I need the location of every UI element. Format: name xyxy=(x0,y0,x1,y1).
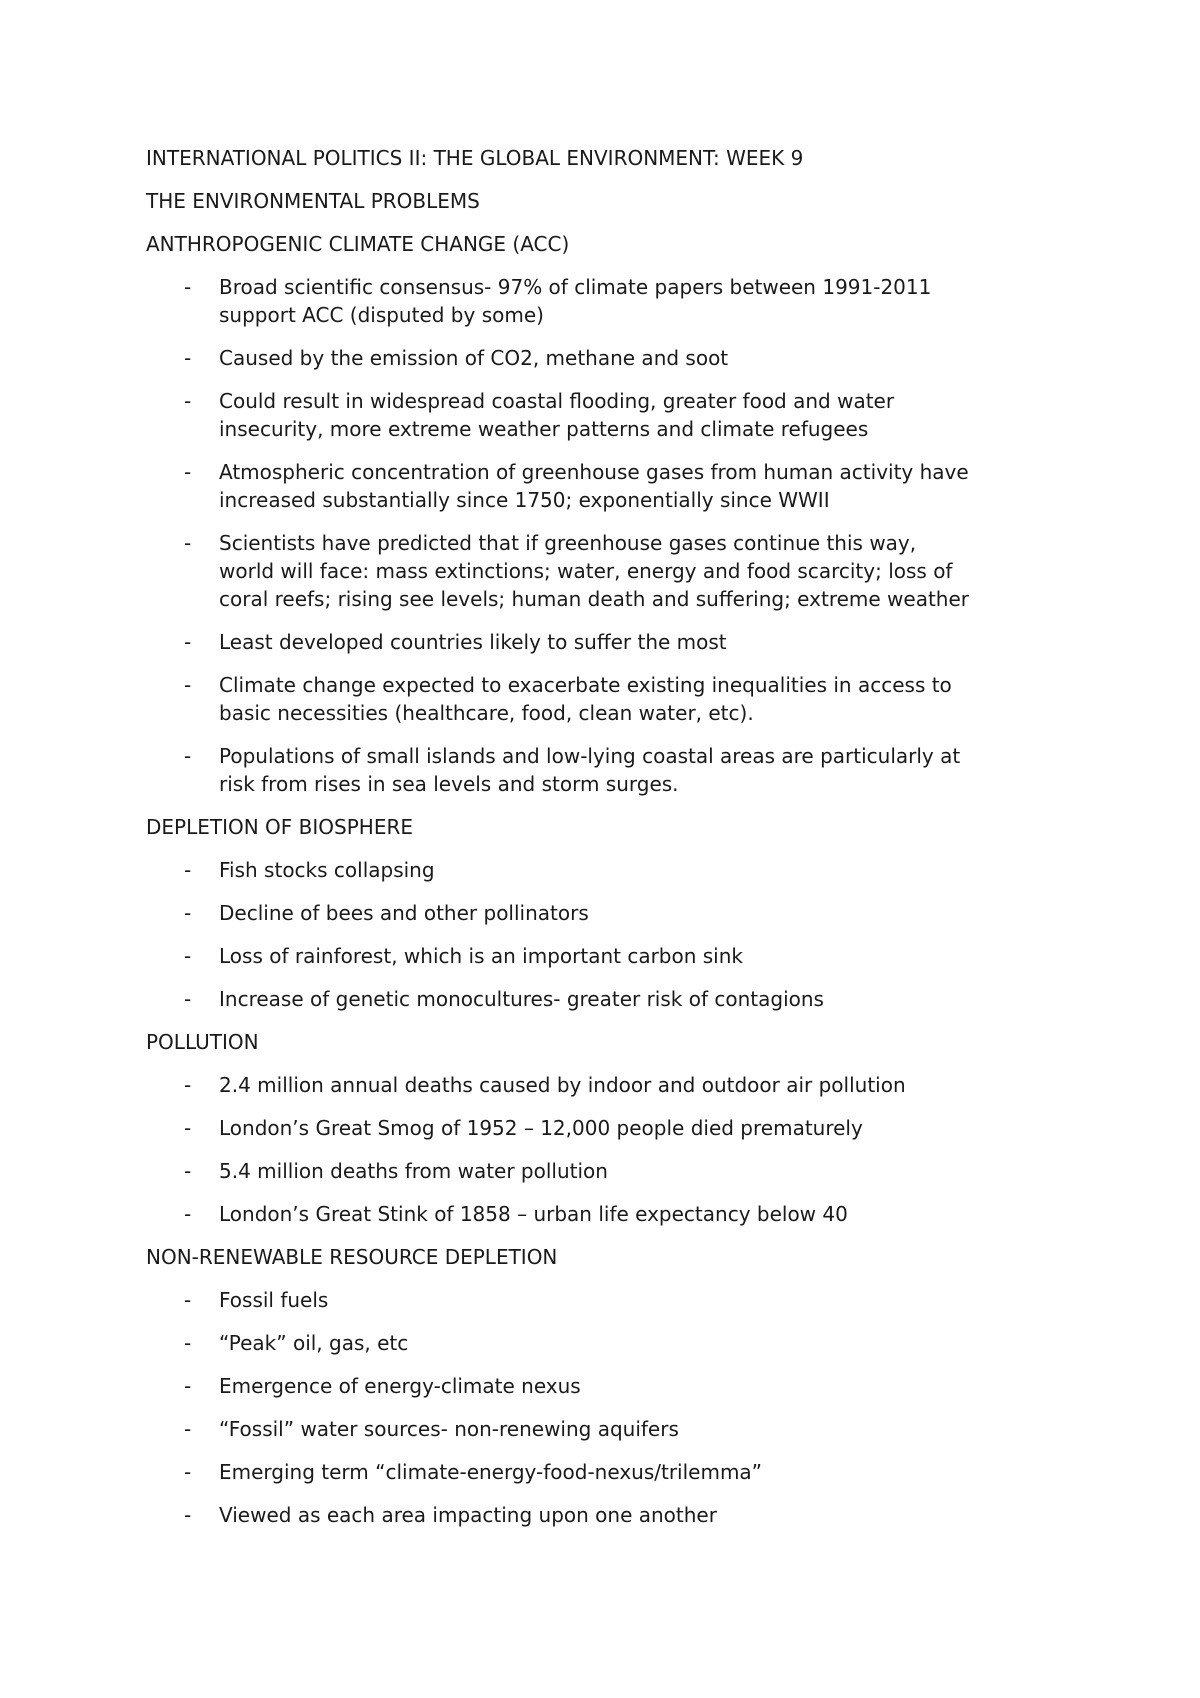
list-item xyxy=(146,1458,1086,1486)
list-item-text: “Fossil” water sources- non-renewing aquifers xyxy=(219,1417,679,1441)
bullet-list xyxy=(146,273,1086,798)
bullet-marker: - xyxy=(184,673,192,697)
sections-container xyxy=(146,230,1086,1529)
list-item-text: Increase of genetic monocultures- greater risk of contagions xyxy=(219,987,824,1011)
list-item-text: Atmospheric concentration of greenhouse gases from human activity have increased substantially since 1750; exponentially since WWII xyxy=(219,460,969,512)
list-item-text: Emergence of energy-climate nexus xyxy=(219,1374,581,1398)
bullet-marker: - xyxy=(184,275,192,299)
bullet-list xyxy=(146,1071,1086,1228)
document-page xyxy=(146,144,1086,1544)
list-item xyxy=(146,671,1086,727)
bullet-marker: - xyxy=(184,901,192,925)
list-item-text: Climate change expected to exacerbate existing inequalities in access to basic necessities (healthcare, food, clean water, etc). xyxy=(219,673,952,725)
list-item xyxy=(146,1329,1086,1357)
bullet-list xyxy=(146,856,1086,1013)
list-item xyxy=(146,344,1086,372)
bullet-marker: - xyxy=(184,1202,192,1226)
list-item xyxy=(146,985,1086,1013)
list-item-text: Broad scientific consensus- 97% of climate papers between 1991-2011 support ACC (disputed by some) xyxy=(219,275,932,327)
list-item xyxy=(146,1415,1086,1443)
list-item-text: Could result in widespread coastal flooding, greater food and water insecurity, more extreme weather patterns and climate refugees xyxy=(219,389,895,441)
list-item-text: “Peak” oil, gas, etc xyxy=(219,1331,409,1355)
document-title: INTERNATIONAL POLITICS II: THE GLOBAL ENVIRONMENT: WEEK 9 xyxy=(146,146,804,170)
bullet-marker: - xyxy=(184,1159,192,1183)
list-item-text: London’s Great Smog of 1952 – 12,000 people died prematurely xyxy=(219,1116,863,1140)
list-item xyxy=(146,742,1086,798)
list-item-text: Viewed as each area impacting upon one another xyxy=(219,1503,717,1527)
bullet-marker: - xyxy=(184,1374,192,1398)
list-item xyxy=(146,899,1086,927)
list-item xyxy=(146,1286,1086,1314)
list-item-text: Scientists have predicted that if greenhouse gases continue this way, world will face: mass extinctions; water, energy and food scarcity; loss of coral reefs; rising see levels; human death and suffering; extreme weather xyxy=(219,531,970,611)
bullet-marker: - xyxy=(184,460,192,484)
list-item-text: London’s Great Stink of 1858 – urban life expectancy below 40 xyxy=(219,1202,848,1226)
list-item xyxy=(146,529,1086,613)
list-item xyxy=(146,856,1086,884)
bullet-marker: - xyxy=(184,1288,192,1312)
bullet-marker: - xyxy=(184,944,192,968)
bullet-marker: - xyxy=(184,531,192,555)
list-item-text: Decline of bees and other pollinators xyxy=(219,901,589,925)
section-heading: NON-RENEWABLE RESOURCE DEPLETION xyxy=(146,1245,558,1269)
bullet-marker: - xyxy=(184,744,192,768)
bullet-marker: - xyxy=(184,1116,192,1140)
bullet-marker: - xyxy=(184,389,192,413)
bullet-marker: - xyxy=(184,630,192,654)
bullet-marker: - xyxy=(184,1073,192,1097)
bullet-marker: - xyxy=(184,1331,192,1355)
list-item-text: 5.4 million deaths from water pollution xyxy=(219,1159,608,1183)
bullet-marker: - xyxy=(184,346,192,370)
section-heading: POLLUTION xyxy=(146,1030,259,1054)
bullet-marker: - xyxy=(184,1460,192,1484)
bullet-marker: - xyxy=(184,1417,192,1441)
list-item xyxy=(146,1071,1086,1099)
bullet-marker: - xyxy=(184,1503,192,1527)
list-item xyxy=(146,1114,1086,1142)
list-item-text: Caused by the emission of CO2, methane and soot xyxy=(219,346,729,370)
section-heading: DEPLETION OF BIOSPHERE xyxy=(146,815,413,839)
bullet-list xyxy=(146,1286,1086,1529)
list-item-text: Fish stocks collapsing xyxy=(219,858,435,882)
bullet-marker: - xyxy=(184,987,192,1011)
list-item-text: Least developed countries likely to suffer the most xyxy=(219,630,727,654)
list-item xyxy=(146,458,1086,514)
list-item-text: Emerging term “climate-energy-food-nexus/trilemma” xyxy=(219,1460,763,1484)
list-item-text: Populations of small islands and low-lying coastal areas are particularly at risk from rises in sea levels and storm surges. xyxy=(219,744,961,796)
list-item xyxy=(146,387,1086,443)
section-heading: ANTHROPOGENIC CLIMATE CHANGE (ACC) xyxy=(146,232,570,256)
list-item xyxy=(146,273,1086,329)
list-item xyxy=(146,628,1086,656)
list-item xyxy=(146,942,1086,970)
list-item xyxy=(146,1157,1086,1185)
bullet-marker: - xyxy=(184,858,192,882)
list-item-text: Fossil fuels xyxy=(219,1288,329,1312)
list-item-text: Loss of rainforest, which is an important carbon sink xyxy=(219,944,743,968)
list-item xyxy=(146,1200,1086,1228)
list-item xyxy=(146,1372,1086,1400)
list-item-text: 2.4 million annual deaths caused by indoor and outdoor air pollution xyxy=(219,1073,906,1097)
document-subtitle: THE ENVIRONMENTAL PROBLEMS xyxy=(146,189,480,213)
list-item xyxy=(146,1501,1086,1529)
